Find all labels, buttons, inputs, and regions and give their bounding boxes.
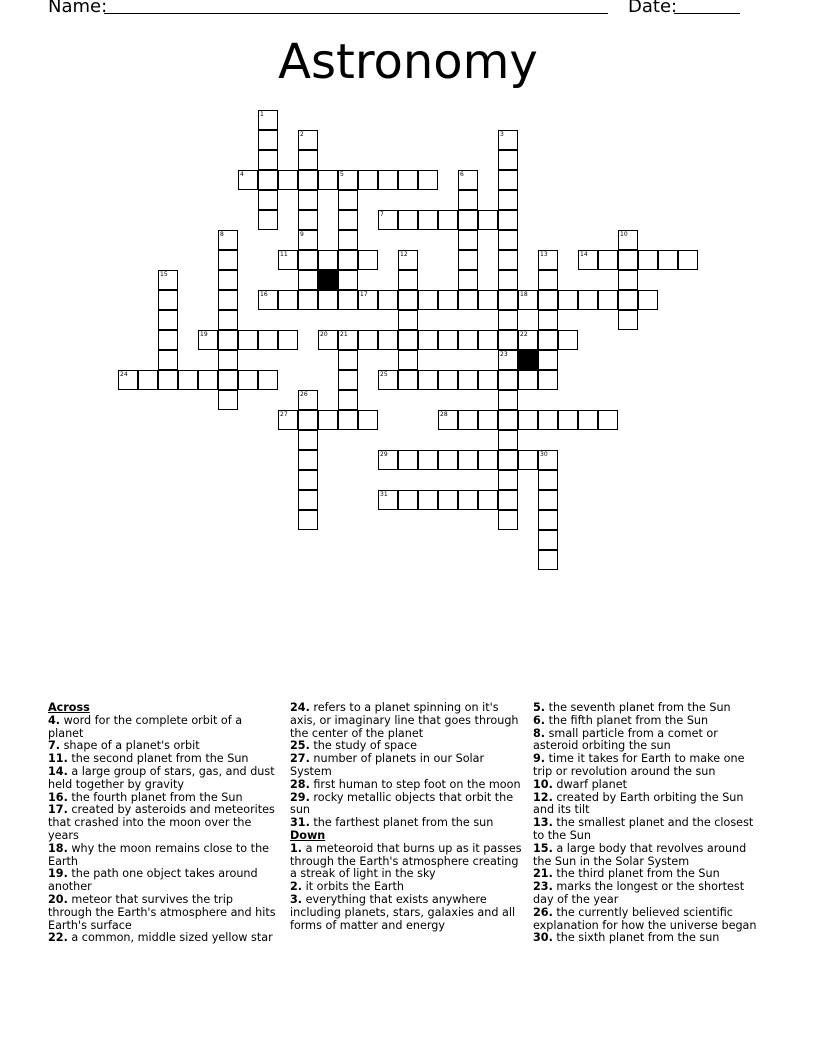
clue-text: a large group of stars, gas, and dust held together by gravity (48, 764, 275, 791)
clue-text: marks the longest or the shortest day of the year (533, 880, 745, 906)
name-label: Name: (48, 0, 108, 17)
clue-number: 16. (48, 790, 68, 804)
clue-number-label: 14 (580, 251, 588, 258)
clue-number-label: 24 (120, 371, 128, 378)
grid-cell[interactable] (298, 250, 318, 270)
grid-cell[interactable] (458, 370, 478, 390)
grid-cell[interactable] (298, 430, 318, 450)
clue-number: 14. (48, 764, 68, 778)
grid-cell[interactable] (458, 190, 478, 210)
grid-cell[interactable] (558, 410, 578, 430)
grid-cell[interactable] (498, 190, 518, 210)
grid-cell[interactable] (298, 270, 318, 290)
black-cell (318, 270, 338, 290)
clue-number: 28. (290, 777, 310, 791)
clue-text: the currently believed scientific explanation for how the universe began (533, 905, 757, 932)
down-clue (533, 792, 765, 818)
clue-number-label: 13 (540, 251, 548, 258)
clue-text: the sixth planet from the sun (552, 931, 720, 945)
grid-cell[interactable] (218, 330, 238, 350)
grid-cell[interactable] (498, 370, 518, 390)
down-clue (533, 907, 765, 933)
grid-cell[interactable] (398, 370, 418, 390)
across-clue (290, 792, 524, 818)
grid-cell[interactable] (458, 410, 478, 430)
grid-cell[interactable] (538, 550, 558, 570)
clue-number-label: 26 (300, 391, 308, 398)
clue-text: the farthest planet from the sun (309, 816, 494, 830)
grid-cell[interactable] (398, 270, 418, 290)
grid-cell[interactable] (298, 490, 318, 510)
grid-cell[interactable] (478, 290, 498, 310)
page-title: Astronomy (278, 34, 538, 90)
grid-cell[interactable] (538, 370, 558, 390)
grid-cell[interactable] (418, 450, 438, 470)
clue-number-label: 30 (540, 451, 548, 458)
grid-cell[interactable] (538, 510, 558, 530)
clue-number: 20. (48, 892, 68, 906)
grid-cell[interactable] (458, 250, 478, 270)
clue-number: 15. (533, 841, 553, 855)
clue-number: 11. (48, 752, 68, 766)
clue-number-label: 1 (260, 111, 264, 118)
grid-cell[interactable] (418, 370, 438, 390)
across-clue (48, 868, 280, 894)
grid-cell[interactable] (618, 270, 638, 290)
grid-cell[interactable] (318, 290, 338, 310)
grid-cell[interactable] (498, 250, 518, 270)
clue-number: 17. (48, 803, 68, 817)
grid-cell[interactable] (478, 330, 498, 350)
grid-cell[interactable] (298, 470, 318, 490)
across-clue (48, 715, 280, 741)
clue-text: it orbits the Earth (302, 880, 404, 894)
grid-cell[interactable] (538, 350, 558, 370)
down-clue (533, 817, 765, 843)
grid-cell[interactable] (398, 290, 418, 310)
grid-cell[interactable] (258, 170, 278, 190)
down-clue (533, 728, 765, 754)
grid-cell[interactable] (218, 350, 238, 370)
grid-cell[interactable] (338, 410, 358, 430)
grid-cell[interactable] (158, 350, 178, 370)
grid-cell[interactable] (438, 290, 458, 310)
grid-cell[interactable] (378, 290, 398, 310)
grid-cell[interactable] (218, 250, 238, 270)
grid-cell[interactable] (298, 150, 318, 170)
grid-cell[interactable] (258, 370, 278, 390)
grid-cell[interactable] (478, 410, 498, 430)
clue-number: 21. (533, 867, 553, 881)
grid-cell[interactable] (458, 490, 478, 510)
grid-cell[interactable] (498, 330, 518, 350)
grid-cell[interactable] (538, 470, 558, 490)
clue-number: 1. (290, 841, 303, 855)
grid-cell[interactable] (498, 450, 518, 470)
grid-cell[interactable] (298, 410, 318, 430)
grid-cell[interactable] (318, 410, 338, 430)
grid-cell[interactable] (538, 530, 558, 550)
clue-number-label: 10 (620, 231, 628, 238)
grid-cell[interactable] (338, 390, 358, 410)
grid-cell[interactable] (278, 170, 298, 190)
grid-cell[interactable] (498, 470, 518, 490)
grid-cell[interactable] (498, 390, 518, 410)
grid-cell[interactable] (478, 210, 498, 230)
grid-cell[interactable] (498, 310, 518, 330)
grid-cell[interactable] (338, 350, 358, 370)
grid-cell[interactable] (498, 410, 518, 430)
clue-number-label: 21 (340, 331, 348, 338)
grid-cell[interactable] (418, 170, 438, 190)
clue-number-label: 3 (500, 131, 504, 138)
grid-cell[interactable] (238, 370, 258, 390)
clue-number: 23. (533, 880, 553, 894)
grid-cell[interactable] (378, 330, 398, 350)
clue-text: shape of a planet's orbit (60, 739, 200, 753)
clue-number: 26. (533, 905, 553, 919)
across-clue (290, 753, 524, 779)
grid-cell[interactable] (258, 330, 278, 350)
grid-cell[interactable] (298, 190, 318, 210)
clue-number: 19. (48, 867, 68, 881)
grid-cell[interactable] (398, 210, 418, 230)
clue-number: 5. (533, 701, 546, 714)
clue-text: small particle from a comet or asteroid orbiting the sun (533, 726, 718, 753)
grid-cell[interactable] (638, 250, 658, 270)
grid-cell[interactable] (498, 430, 518, 450)
grid-cell[interactable] (658, 250, 678, 270)
clue-number-label: 20 (320, 331, 328, 338)
clue-number-label: 16 (260, 291, 268, 298)
grid-cell[interactable] (458, 290, 478, 310)
clue-number-label: 7 (380, 211, 384, 218)
grid-cell[interactable] (218, 310, 238, 330)
clue-number: 24. (290, 701, 310, 714)
grid-cell[interactable] (598, 250, 618, 270)
across-clue (290, 702, 524, 740)
clue-number: 18. (48, 841, 68, 855)
clue-number-label: 9 (300, 231, 304, 238)
clue-text: created by asteroids and meteorites that crashed into the moon over the years (48, 803, 275, 842)
clue-number: 7. (48, 739, 61, 753)
clue-number: 9. (533, 752, 546, 766)
clue-number: 2. (290, 880, 303, 894)
down-clue (533, 881, 765, 907)
grid-cell[interactable] (478, 370, 498, 390)
clue-number-label: 31 (380, 491, 388, 498)
clue-number-label: 5 (340, 171, 344, 178)
grid-cell[interactable] (438, 370, 458, 390)
clues-column-3 (533, 702, 765, 945)
grid-cell[interactable] (478, 450, 498, 470)
clue-number: 31. (290, 816, 310, 830)
grid-cell[interactable] (298, 510, 318, 530)
grid-cell[interactable] (498, 510, 518, 530)
grid-cell[interactable] (198, 370, 218, 390)
clue-text: number of planets in our Solar System (290, 752, 485, 778)
grid-cell[interactable] (298, 210, 318, 230)
grid-cell[interactable] (598, 410, 618, 430)
grid-cell[interactable] (578, 290, 598, 310)
grid-cell[interactable] (498, 490, 518, 510)
clue-text: refers to a planet spinning on it's axis, or imaginary line that goes through the center of the planet (290, 701, 519, 740)
clue-text: a common, middle sized yellow star (67, 931, 273, 945)
clue-text: everything that exists anywhere including planets, stars, galaxies and all forms of matter and energy (290, 892, 516, 932)
across-heading: Across (48, 701, 90, 714)
grid-cell[interactable] (218, 290, 238, 310)
grid-cell[interactable] (618, 290, 638, 310)
clue-number-label: 18 (520, 291, 528, 298)
grid-cell[interactable] (498, 230, 518, 250)
across-clue (48, 766, 280, 792)
grid-cell[interactable] (518, 410, 538, 430)
clue-text: word for the complete orbit of a planet (48, 713, 243, 740)
grid-cell[interactable] (358, 170, 378, 190)
grid-cell[interactable] (258, 150, 278, 170)
black-cell (518, 350, 538, 370)
grid-cell[interactable] (158, 310, 178, 330)
clue-text: the third planet from the Sun (552, 867, 720, 881)
grid-cell[interactable] (558, 290, 578, 310)
grid-cell[interactable] (418, 210, 438, 230)
grid-cell[interactable] (498, 290, 518, 310)
clue-number-label: 28 (440, 411, 448, 418)
clue-text: the smallest planet and the closest to the Sun (533, 816, 754, 842)
across-clue (48, 804, 280, 842)
down-heading: Down (290, 828, 326, 842)
clue-text: the second planet from the Sun (67, 752, 249, 766)
clue-number-label: 17 (360, 291, 368, 298)
grid-cell[interactable] (538, 410, 558, 430)
grid-cell[interactable] (458, 270, 478, 290)
clue-text: meteor that survives the trip through the Earth's atmosphere and hits Earth's surface (48, 892, 276, 932)
grid-cell[interactable] (258, 210, 278, 230)
grid-cell[interactable] (458, 230, 478, 250)
grid-cell[interactable] (538, 290, 558, 310)
grid-cell[interactable] (618, 310, 638, 330)
clue-number-label: 11 (280, 251, 288, 258)
clue-number-label: 12 (400, 251, 408, 258)
clue-text: the fifth planet from the Sun (545, 713, 709, 727)
grid-cell[interactable] (438, 450, 458, 470)
down-clue (533, 932, 765, 945)
clue-number: 10. (533, 777, 553, 791)
across-clue (48, 932, 280, 945)
grid-cell[interactable] (498, 150, 518, 170)
clue-text: first human to step foot on the moon (309, 777, 521, 791)
clue-number-label: 25 (380, 371, 388, 378)
grid-cell[interactable] (538, 310, 558, 330)
down-clue (290, 894, 524, 932)
grid-cell[interactable] (298, 170, 318, 190)
grid-cell[interactable] (338, 270, 358, 290)
grid-cell[interactable] (398, 490, 418, 510)
grid-cell[interactable] (318, 250, 338, 270)
grid-cell[interactable] (458, 330, 478, 350)
grid-cell[interactable] (678, 250, 698, 270)
grid-cell[interactable] (598, 290, 618, 310)
grid-cell[interactable] (158, 290, 178, 310)
clue-number: 13. (533, 816, 553, 830)
clue-number-label: 15 (160, 271, 168, 278)
grid-cell[interactable] (398, 330, 418, 350)
grid-cell[interactable] (398, 170, 418, 190)
grid-cell[interactable] (398, 310, 418, 330)
grid-cell[interactable] (498, 210, 518, 230)
grid-cell[interactable] (438, 490, 458, 510)
grid-cell[interactable] (338, 210, 358, 230)
grid-cell[interactable] (298, 290, 318, 310)
clue-number: 27. (290, 752, 310, 766)
clue-number-label: 4 (240, 171, 244, 178)
grid-cell[interactable] (458, 210, 478, 230)
clue-number: 25. (290, 739, 310, 753)
clue-text: the study of space (309, 739, 418, 753)
grid-cell[interactable] (618, 250, 638, 270)
grid-cell[interactable] (418, 330, 438, 350)
clue-number-label: 29 (380, 451, 388, 458)
grid-cell[interactable] (538, 330, 558, 350)
clue-number-label: 23 (500, 351, 508, 358)
clue-number-label: 27 (280, 411, 288, 418)
grid-cell[interactable] (338, 230, 358, 250)
clue-text: a large body that revolves around the Sun in the Solar System (533, 841, 747, 868)
clue-number: 6. (533, 713, 546, 727)
grid-cell[interactable] (278, 290, 298, 310)
grid-cell[interactable] (478, 490, 498, 510)
grid-cell[interactable] (398, 350, 418, 370)
clue-number: 29. (290, 790, 310, 804)
grid-cell[interactable] (258, 130, 278, 150)
clue-number: 22. (48, 931, 68, 945)
clue-number-label: 8 (220, 231, 224, 238)
grid-cell[interactable] (398, 450, 418, 470)
grid-cell[interactable] (258, 190, 278, 210)
grid-cell[interactable] (318, 170, 338, 190)
grid-cell[interactable] (418, 290, 438, 310)
grid-cell[interactable] (438, 210, 458, 230)
grid-cell[interactable] (338, 290, 358, 310)
grid-cell[interactable] (178, 370, 198, 390)
clue-number: 12. (533, 790, 553, 804)
clue-text: a meteoroid that burns up as it passes through the Earth's atmosphere creating a streak of light in the sky (290, 841, 522, 881)
grid-cell[interactable] (158, 330, 178, 350)
grid-cell[interactable] (638, 290, 658, 310)
date-label: Date: (628, 0, 678, 17)
grid-cell[interactable] (338, 190, 358, 210)
clue-text: rocky metallic objects that orbit the sun (290, 790, 514, 817)
clue-number-label: 22 (520, 331, 528, 338)
across-clue (290, 817, 524, 830)
down-clue (290, 843, 524, 881)
clue-text: the fourth planet from the Sun (67, 790, 243, 804)
grid-cell[interactable] (578, 410, 598, 430)
grid-cell[interactable] (218, 390, 238, 410)
clue-number: 4. (48, 713, 61, 727)
grid-cell[interactable] (498, 170, 518, 190)
grid-cell[interactable] (498, 270, 518, 290)
down-clue (533, 753, 765, 779)
clues-column-1 (48, 702, 280, 945)
down-clue (533, 843, 765, 869)
grid-cell[interactable] (418, 490, 438, 510)
clue-number: 3. (290, 892, 303, 906)
grid-cell[interactable] (438, 330, 458, 350)
grid-cell[interactable] (358, 250, 378, 270)
grid-cell[interactable] (158, 370, 178, 390)
grid-cell[interactable] (238, 330, 258, 350)
clue-number-label: 2 (300, 131, 304, 138)
grid-cell[interactable] (338, 250, 358, 270)
grid-cell[interactable] (518, 370, 538, 390)
grid-cell[interactable] (538, 490, 558, 510)
grid-cell[interactable] (298, 450, 318, 470)
clue-text: why the moon remains close to the Earth (48, 841, 270, 868)
grid-cell[interactable] (558, 330, 578, 350)
clue-number: 8. (533, 726, 546, 740)
clue-text: the path one object takes around another (48, 867, 258, 894)
clue-text: created by Earth orbiting the Sun and its tilt (533, 790, 744, 817)
grid-cell[interactable] (218, 370, 238, 390)
clue-number-label: 6 (460, 171, 464, 178)
clue-text: dwarf planet (552, 777, 628, 791)
clues-column-2 (290, 702, 524, 932)
clue-text: the seventh planet from the Sun (545, 701, 731, 714)
grid-cell[interactable] (278, 330, 298, 350)
clue-number: 30. (533, 931, 553, 945)
clue-text: time it takes for Earth to make one trip or revolution around the sun (533, 752, 745, 778)
grid-cell[interactable] (338, 370, 358, 390)
grid-cell[interactable] (358, 410, 378, 430)
across-clue (48, 843, 280, 869)
grid-cell[interactable] (518, 450, 538, 470)
grid-cell[interactable] (358, 330, 378, 350)
grid-cell[interactable] (218, 270, 238, 290)
across-clue (48, 894, 280, 932)
grid-cell[interactable] (538, 270, 558, 290)
grid-cell[interactable] (138, 370, 158, 390)
clue-number-label: 19 (200, 331, 208, 338)
grid-cell[interactable] (458, 450, 478, 470)
grid-cell[interactable] (378, 170, 398, 190)
